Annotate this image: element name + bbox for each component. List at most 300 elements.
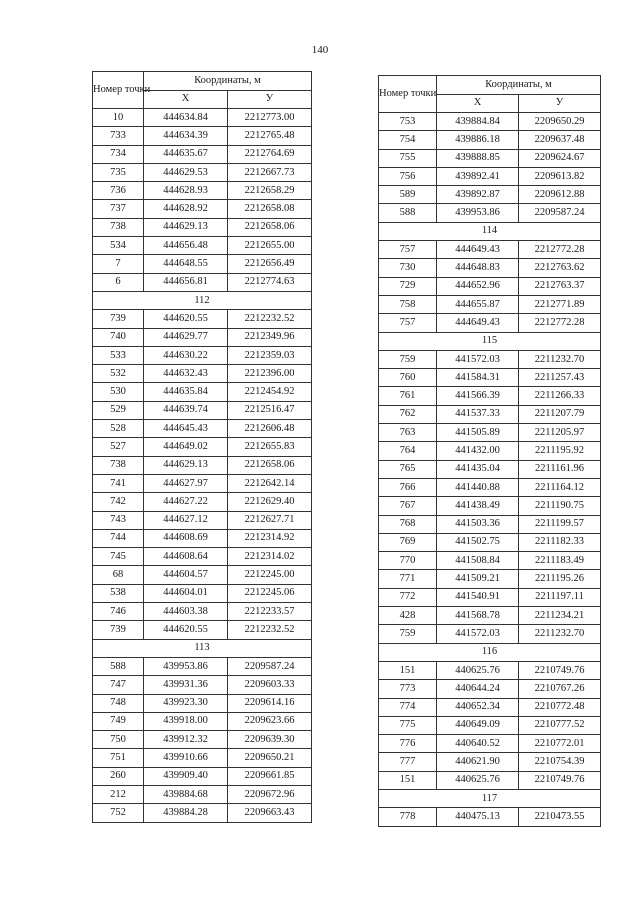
table-row (93, 182, 312, 200)
y-coordinate-cell: 2212454.92 (228, 383, 312, 401)
section-row (379, 222, 601, 240)
table-row (93, 785, 312, 803)
table-row (93, 548, 312, 566)
table-row (93, 438, 312, 456)
x-coordinate-cell: 444652.96 (437, 277, 519, 295)
section-number: 112 (93, 291, 312, 309)
table-row (379, 735, 601, 753)
header-y: У (228, 90, 312, 109)
point-number-cell: 735 (93, 163, 144, 181)
y-coordinate-cell: 2212516.47 (228, 401, 312, 419)
y-coordinate-cell: 2212656.49 (228, 255, 312, 273)
point-number-cell: 738 (93, 456, 144, 474)
y-coordinate-cell: 2211266.33 (519, 387, 601, 405)
x-coordinate-cell: 441435.04 (437, 460, 519, 478)
point-number-cell: 762 (379, 405, 437, 423)
x-coordinate-cell: 441440.88 (437, 478, 519, 496)
y-coordinate-cell: 2209624.67 (519, 149, 601, 167)
point-number-cell: 738 (93, 218, 144, 236)
table-row (379, 661, 601, 679)
point-number-cell: 68 (93, 566, 144, 584)
table-row (379, 295, 601, 313)
y-coordinate-cell: 2212658.06 (228, 456, 312, 474)
y-coordinate-cell: 2209587.24 (519, 204, 601, 222)
point-number-cell: 734 (93, 145, 144, 163)
y-coordinate-cell: 2212627.71 (228, 511, 312, 529)
point-number-cell: 739 (93, 621, 144, 639)
y-coordinate-cell: 2209650.29 (519, 113, 601, 131)
point-number-cell: 742 (93, 493, 144, 511)
point-number-cell: 212 (93, 785, 144, 803)
x-coordinate-cell: 441572.03 (437, 350, 519, 368)
section-number: 116 (379, 643, 601, 661)
y-coordinate-cell: 2211183.49 (519, 552, 601, 570)
table-row (93, 731, 312, 749)
point-number-cell: 763 (379, 424, 437, 442)
y-coordinate-cell: 2210749.76 (519, 661, 601, 679)
x-coordinate-cell: 439931.36 (144, 676, 228, 694)
table-row (379, 113, 601, 131)
table-row (379, 186, 601, 204)
point-number-cell: 754 (379, 131, 437, 149)
y-coordinate-cell: 2211207.79 (519, 405, 601, 423)
point-number-cell: 7 (93, 255, 144, 273)
point-number-cell: 729 (379, 277, 437, 295)
table-row (93, 584, 312, 602)
header-point-number: Номер точки (379, 76, 437, 113)
point-number-cell: 741 (93, 474, 144, 492)
point-number-cell: 151 (379, 771, 437, 789)
y-coordinate-cell: 2209612.88 (519, 186, 601, 204)
point-number-cell: 538 (93, 584, 144, 602)
x-coordinate-cell: 439892.41 (437, 167, 519, 185)
x-coordinate-cell: 440625.76 (437, 771, 519, 789)
header-y: У (519, 94, 601, 113)
x-coordinate-cell: 440652.34 (437, 698, 519, 716)
x-coordinate-cell: 444648.83 (437, 259, 519, 277)
table-row (379, 680, 601, 698)
point-number-cell: 588 (379, 204, 437, 222)
y-coordinate-cell: 2212349.96 (228, 328, 312, 346)
table-row (93, 310, 312, 328)
table-row (379, 497, 601, 515)
x-coordinate-cell: 439884.68 (144, 785, 228, 803)
x-coordinate-cell: 444603.38 (144, 603, 228, 621)
point-number-cell: 739 (93, 310, 144, 328)
table-row (379, 625, 601, 643)
table-row (93, 749, 312, 767)
x-coordinate-cell: 440644.24 (437, 680, 519, 698)
y-coordinate-cell: 2212765.48 (228, 127, 312, 145)
x-coordinate-cell: 444608.69 (144, 529, 228, 547)
x-coordinate-cell: 441438.49 (437, 497, 519, 515)
y-coordinate-cell: 2210777.52 (519, 716, 601, 734)
y-coordinate-cell: 2211164.12 (519, 478, 601, 496)
table-row (93, 420, 312, 438)
y-coordinate-cell: 2211205.97 (519, 424, 601, 442)
y-coordinate-cell: 2210473.55 (519, 808, 601, 826)
x-coordinate-cell: 441540.91 (437, 588, 519, 606)
table-row (93, 163, 312, 181)
y-coordinate-cell: 2209637.48 (519, 131, 601, 149)
header-coordinates: Координаты, м (437, 76, 601, 95)
table-row (93, 109, 312, 127)
y-coordinate-cell: 2209603.33 (228, 676, 312, 694)
x-coordinate-cell: 444608.64 (144, 548, 228, 566)
table-row (93, 474, 312, 492)
y-coordinate-cell: 2209614.16 (228, 694, 312, 712)
table-row (93, 127, 312, 145)
x-coordinate-cell: 441509.21 (437, 570, 519, 588)
table-row (93, 365, 312, 383)
x-coordinate-cell: 439884.84 (437, 113, 519, 131)
x-coordinate-cell: 444634.84 (144, 109, 228, 127)
x-coordinate-cell: 444629.77 (144, 328, 228, 346)
table-row (379, 259, 601, 277)
section-row (379, 789, 601, 807)
y-coordinate-cell: 2212763.62 (519, 259, 601, 277)
point-number-cell: 10 (93, 109, 144, 127)
x-coordinate-cell: 439923.30 (144, 694, 228, 712)
point-number-cell: 771 (379, 570, 437, 588)
y-coordinate-cell: 2212763.37 (519, 277, 601, 295)
y-coordinate-cell: 2212655.83 (228, 438, 312, 456)
point-number-cell: 428 (379, 607, 437, 625)
point-number-cell: 750 (93, 731, 144, 749)
table-row (379, 350, 601, 368)
x-coordinate-cell: 439886.18 (437, 131, 519, 149)
table-row (379, 533, 601, 551)
x-coordinate-cell: 440625.76 (437, 661, 519, 679)
header-point-number: Номер точки (93, 72, 144, 109)
point-number-cell: 772 (379, 588, 437, 606)
table-row (93, 767, 312, 785)
table-row (93, 511, 312, 529)
y-coordinate-cell: 2212658.29 (228, 182, 312, 200)
table-row (379, 369, 601, 387)
y-coordinate-cell: 2212314.92 (228, 529, 312, 547)
y-coordinate-cell: 2211195.92 (519, 442, 601, 460)
y-coordinate-cell: 2211234.21 (519, 607, 601, 625)
point-number-cell: 753 (379, 113, 437, 131)
y-coordinate-cell: 2211232.70 (519, 350, 601, 368)
section-number: 114 (379, 222, 601, 240)
point-number-cell: 765 (379, 460, 437, 478)
table-row (379, 716, 601, 734)
point-number-cell: 760 (379, 369, 437, 387)
point-number-cell: 589 (379, 186, 437, 204)
table-row (379, 753, 601, 771)
table-row (93, 383, 312, 401)
y-coordinate-cell: 2211197.11 (519, 588, 601, 606)
y-coordinate-cell: 2212658.06 (228, 218, 312, 236)
y-coordinate-cell: 2211195.26 (519, 570, 601, 588)
point-number-cell: 530 (93, 383, 144, 401)
table-row (379, 771, 601, 789)
point-number-cell: 777 (379, 753, 437, 771)
point-number-cell: 767 (379, 497, 437, 515)
x-coordinate-cell: 439953.86 (144, 657, 228, 675)
point-number-cell: 737 (93, 200, 144, 218)
point-number-cell: 736 (93, 182, 144, 200)
section-number: 117 (379, 789, 601, 807)
y-coordinate-cell: 2212764.69 (228, 145, 312, 163)
point-number-cell: 761 (379, 387, 437, 405)
header-x: X (144, 90, 228, 109)
point-number-cell: 773 (379, 680, 437, 698)
point-number-cell: 534 (93, 237, 144, 255)
x-coordinate-cell: 444656.81 (144, 273, 228, 291)
point-number-cell: 756 (379, 167, 437, 185)
x-coordinate-cell: 441568.78 (437, 607, 519, 625)
y-coordinate-cell: 2212396.00 (228, 365, 312, 383)
x-coordinate-cell: 444629.13 (144, 456, 228, 474)
x-coordinate-cell: 444656.48 (144, 237, 228, 255)
x-coordinate-cell: 439884.28 (144, 804, 228, 822)
x-coordinate-cell: 444635.84 (144, 383, 228, 401)
y-coordinate-cell: 2211232.70 (519, 625, 601, 643)
y-coordinate-cell: 2209650.21 (228, 749, 312, 767)
section-row (93, 291, 312, 309)
point-number-cell: 740 (93, 328, 144, 346)
x-coordinate-cell: 441572.03 (437, 625, 519, 643)
x-coordinate-cell: 441566.39 (437, 387, 519, 405)
y-coordinate-cell: 2212667.73 (228, 163, 312, 181)
y-coordinate-cell: 2212314.02 (228, 548, 312, 566)
point-number-cell: 744 (93, 529, 144, 547)
coordinates-table-right (378, 75, 601, 827)
x-coordinate-cell: 441508.84 (437, 552, 519, 570)
point-number-cell: 769 (379, 533, 437, 551)
y-coordinate-cell: 2211257.43 (519, 369, 601, 387)
x-coordinate-cell: 444645.43 (144, 420, 228, 438)
y-coordinate-cell: 2209613.82 (519, 167, 601, 185)
y-coordinate-cell: 2212772.28 (519, 241, 601, 259)
x-coordinate-cell: 444634.39 (144, 127, 228, 145)
y-coordinate-cell: 2210754.39 (519, 753, 601, 771)
x-coordinate-cell: 444648.55 (144, 255, 228, 273)
table-row (93, 328, 312, 346)
table-row (93, 401, 312, 419)
point-number-cell: 588 (93, 657, 144, 675)
point-number-cell: 776 (379, 735, 437, 753)
point-number-cell: 757 (379, 314, 437, 332)
y-coordinate-cell: 2209587.24 (228, 657, 312, 675)
point-number-cell: 770 (379, 552, 437, 570)
x-coordinate-cell: 444628.92 (144, 200, 228, 218)
point-number-cell: 774 (379, 698, 437, 716)
page-number: 140 (311, 44, 329, 56)
y-coordinate-cell: 2211182.33 (519, 533, 601, 551)
y-coordinate-cell: 2210772.48 (519, 698, 601, 716)
x-coordinate-cell: 440640.52 (437, 735, 519, 753)
y-coordinate-cell: 2212642.14 (228, 474, 312, 492)
y-coordinate-cell: 2212629.40 (228, 493, 312, 511)
table-row (93, 456, 312, 474)
x-coordinate-cell: 444604.01 (144, 584, 228, 602)
point-number-cell: 746 (93, 603, 144, 621)
point-number-cell: 743 (93, 511, 144, 529)
table-body-right (379, 113, 601, 827)
x-coordinate-cell: 439910.66 (144, 749, 228, 767)
x-coordinate-cell: 444629.53 (144, 163, 228, 181)
table-row (379, 314, 601, 332)
point-number-cell: 751 (93, 749, 144, 767)
x-coordinate-cell: 441432.00 (437, 442, 519, 460)
point-number-cell: 748 (93, 694, 144, 712)
point-number-cell: 764 (379, 442, 437, 460)
y-coordinate-cell: 2212773.00 (228, 109, 312, 127)
point-number-cell: 527 (93, 438, 144, 456)
x-coordinate-cell: 444627.22 (144, 493, 228, 511)
x-coordinate-cell: 440649.09 (437, 716, 519, 734)
table-row (93, 566, 312, 584)
x-coordinate-cell: 444639.74 (144, 401, 228, 419)
x-coordinate-cell: 444649.43 (437, 241, 519, 259)
table-row (93, 255, 312, 273)
section-row (93, 639, 312, 657)
table-row (379, 167, 601, 185)
x-coordinate-cell: 441537.33 (437, 405, 519, 423)
x-coordinate-cell: 440621.90 (437, 753, 519, 771)
x-coordinate-cell: 441503.36 (437, 515, 519, 533)
point-number-cell: 6 (93, 273, 144, 291)
point-number-cell: 775 (379, 716, 437, 734)
y-coordinate-cell: 2212771.89 (519, 295, 601, 313)
y-coordinate-cell: 2212245.00 (228, 566, 312, 584)
point-number-cell: 755 (379, 149, 437, 167)
x-coordinate-cell: 444649.02 (144, 438, 228, 456)
point-number-cell: 745 (93, 548, 144, 566)
table-row (93, 712, 312, 730)
y-coordinate-cell: 2212606.48 (228, 420, 312, 438)
y-coordinate-cell: 2212774.63 (228, 273, 312, 291)
y-coordinate-cell: 2209639.30 (228, 731, 312, 749)
x-coordinate-cell: 444620.55 (144, 310, 228, 328)
y-coordinate-cell: 2212658.08 (228, 200, 312, 218)
y-coordinate-cell: 2212772.28 (519, 314, 601, 332)
y-coordinate-cell: 2212359.03 (228, 346, 312, 364)
table-row (379, 588, 601, 606)
y-coordinate-cell: 2212232.52 (228, 310, 312, 328)
table-row (379, 552, 601, 570)
point-number-cell: 528 (93, 420, 144, 438)
x-coordinate-cell: 444649.43 (437, 314, 519, 332)
x-coordinate-cell: 441584.31 (437, 369, 519, 387)
table-body-left (93, 109, 312, 823)
table-row (93, 621, 312, 639)
y-coordinate-cell: 2212245.06 (228, 584, 312, 602)
y-coordinate-cell: 2209661.85 (228, 767, 312, 785)
table-row (379, 607, 601, 625)
table-row (379, 204, 601, 222)
y-coordinate-cell: 2209663.43 (228, 804, 312, 822)
section-number: 115 (379, 332, 601, 350)
table-row (379, 405, 601, 423)
y-coordinate-cell: 2210767.26 (519, 680, 601, 698)
x-coordinate-cell: 439912.32 (144, 731, 228, 749)
x-coordinate-cell: 444628.93 (144, 182, 228, 200)
point-number-cell: 533 (93, 346, 144, 364)
table-row (379, 478, 601, 496)
x-coordinate-cell: 439909.40 (144, 767, 228, 785)
table-row (379, 387, 601, 405)
table-row (379, 241, 601, 259)
y-coordinate-cell: 2209623.66 (228, 712, 312, 730)
x-coordinate-cell: 444629.13 (144, 218, 228, 236)
x-coordinate-cell: 439888.85 (437, 149, 519, 167)
y-coordinate-cell: 2211199.57 (519, 515, 601, 533)
point-number-cell: 778 (379, 808, 437, 826)
table-row (93, 200, 312, 218)
table-row (93, 529, 312, 547)
table-row (379, 277, 601, 295)
table-row (93, 694, 312, 712)
point-number-cell: 766 (379, 478, 437, 496)
x-coordinate-cell: 444655.87 (437, 295, 519, 313)
table-row (93, 657, 312, 675)
header-coordinates: Координаты, м (144, 72, 312, 91)
point-number-cell: 532 (93, 365, 144, 383)
x-coordinate-cell: 440475.13 (437, 808, 519, 826)
point-number-cell: 733 (93, 127, 144, 145)
table-row (379, 808, 601, 826)
x-coordinate-cell: 441505.89 (437, 424, 519, 442)
point-number-cell: 768 (379, 515, 437, 533)
table-row (379, 460, 601, 478)
table-row (379, 424, 601, 442)
table-row (379, 149, 601, 167)
table-row (93, 676, 312, 694)
header-x: X (437, 94, 519, 113)
x-coordinate-cell: 444635.67 (144, 145, 228, 163)
section-row (379, 643, 601, 661)
y-coordinate-cell: 2210749.76 (519, 771, 601, 789)
table-row (93, 237, 312, 255)
x-coordinate-cell: 444604.57 (144, 566, 228, 584)
point-number-cell: 730 (379, 259, 437, 277)
y-coordinate-cell: 2211161.96 (519, 460, 601, 478)
table-row (93, 145, 312, 163)
table-row (93, 273, 312, 291)
table-row (379, 515, 601, 533)
table-row (93, 603, 312, 621)
point-number-cell: 260 (93, 767, 144, 785)
table-row (379, 698, 601, 716)
x-coordinate-cell: 444620.55 (144, 621, 228, 639)
x-coordinate-cell: 444627.97 (144, 474, 228, 492)
point-number-cell: 749 (93, 712, 144, 730)
x-coordinate-cell: 441502.75 (437, 533, 519, 551)
table-row (379, 442, 601, 460)
y-coordinate-cell: 2212232.52 (228, 621, 312, 639)
x-coordinate-cell: 444630.22 (144, 346, 228, 364)
y-coordinate-cell: 2212233.57 (228, 603, 312, 621)
table-row (93, 493, 312, 511)
table-row (93, 804, 312, 822)
x-coordinate-cell: 439892.87 (437, 186, 519, 204)
x-coordinate-cell: 439953.86 (437, 204, 519, 222)
y-coordinate-cell: 2209672.96 (228, 785, 312, 803)
table-row (379, 570, 601, 588)
point-number-cell: 747 (93, 676, 144, 694)
point-number-cell: 752 (93, 804, 144, 822)
point-number-cell: 759 (379, 350, 437, 368)
table-row (379, 131, 601, 149)
point-number-cell: 759 (379, 625, 437, 643)
x-coordinate-cell: 439918.00 (144, 712, 228, 730)
section-number: 113 (93, 639, 312, 657)
